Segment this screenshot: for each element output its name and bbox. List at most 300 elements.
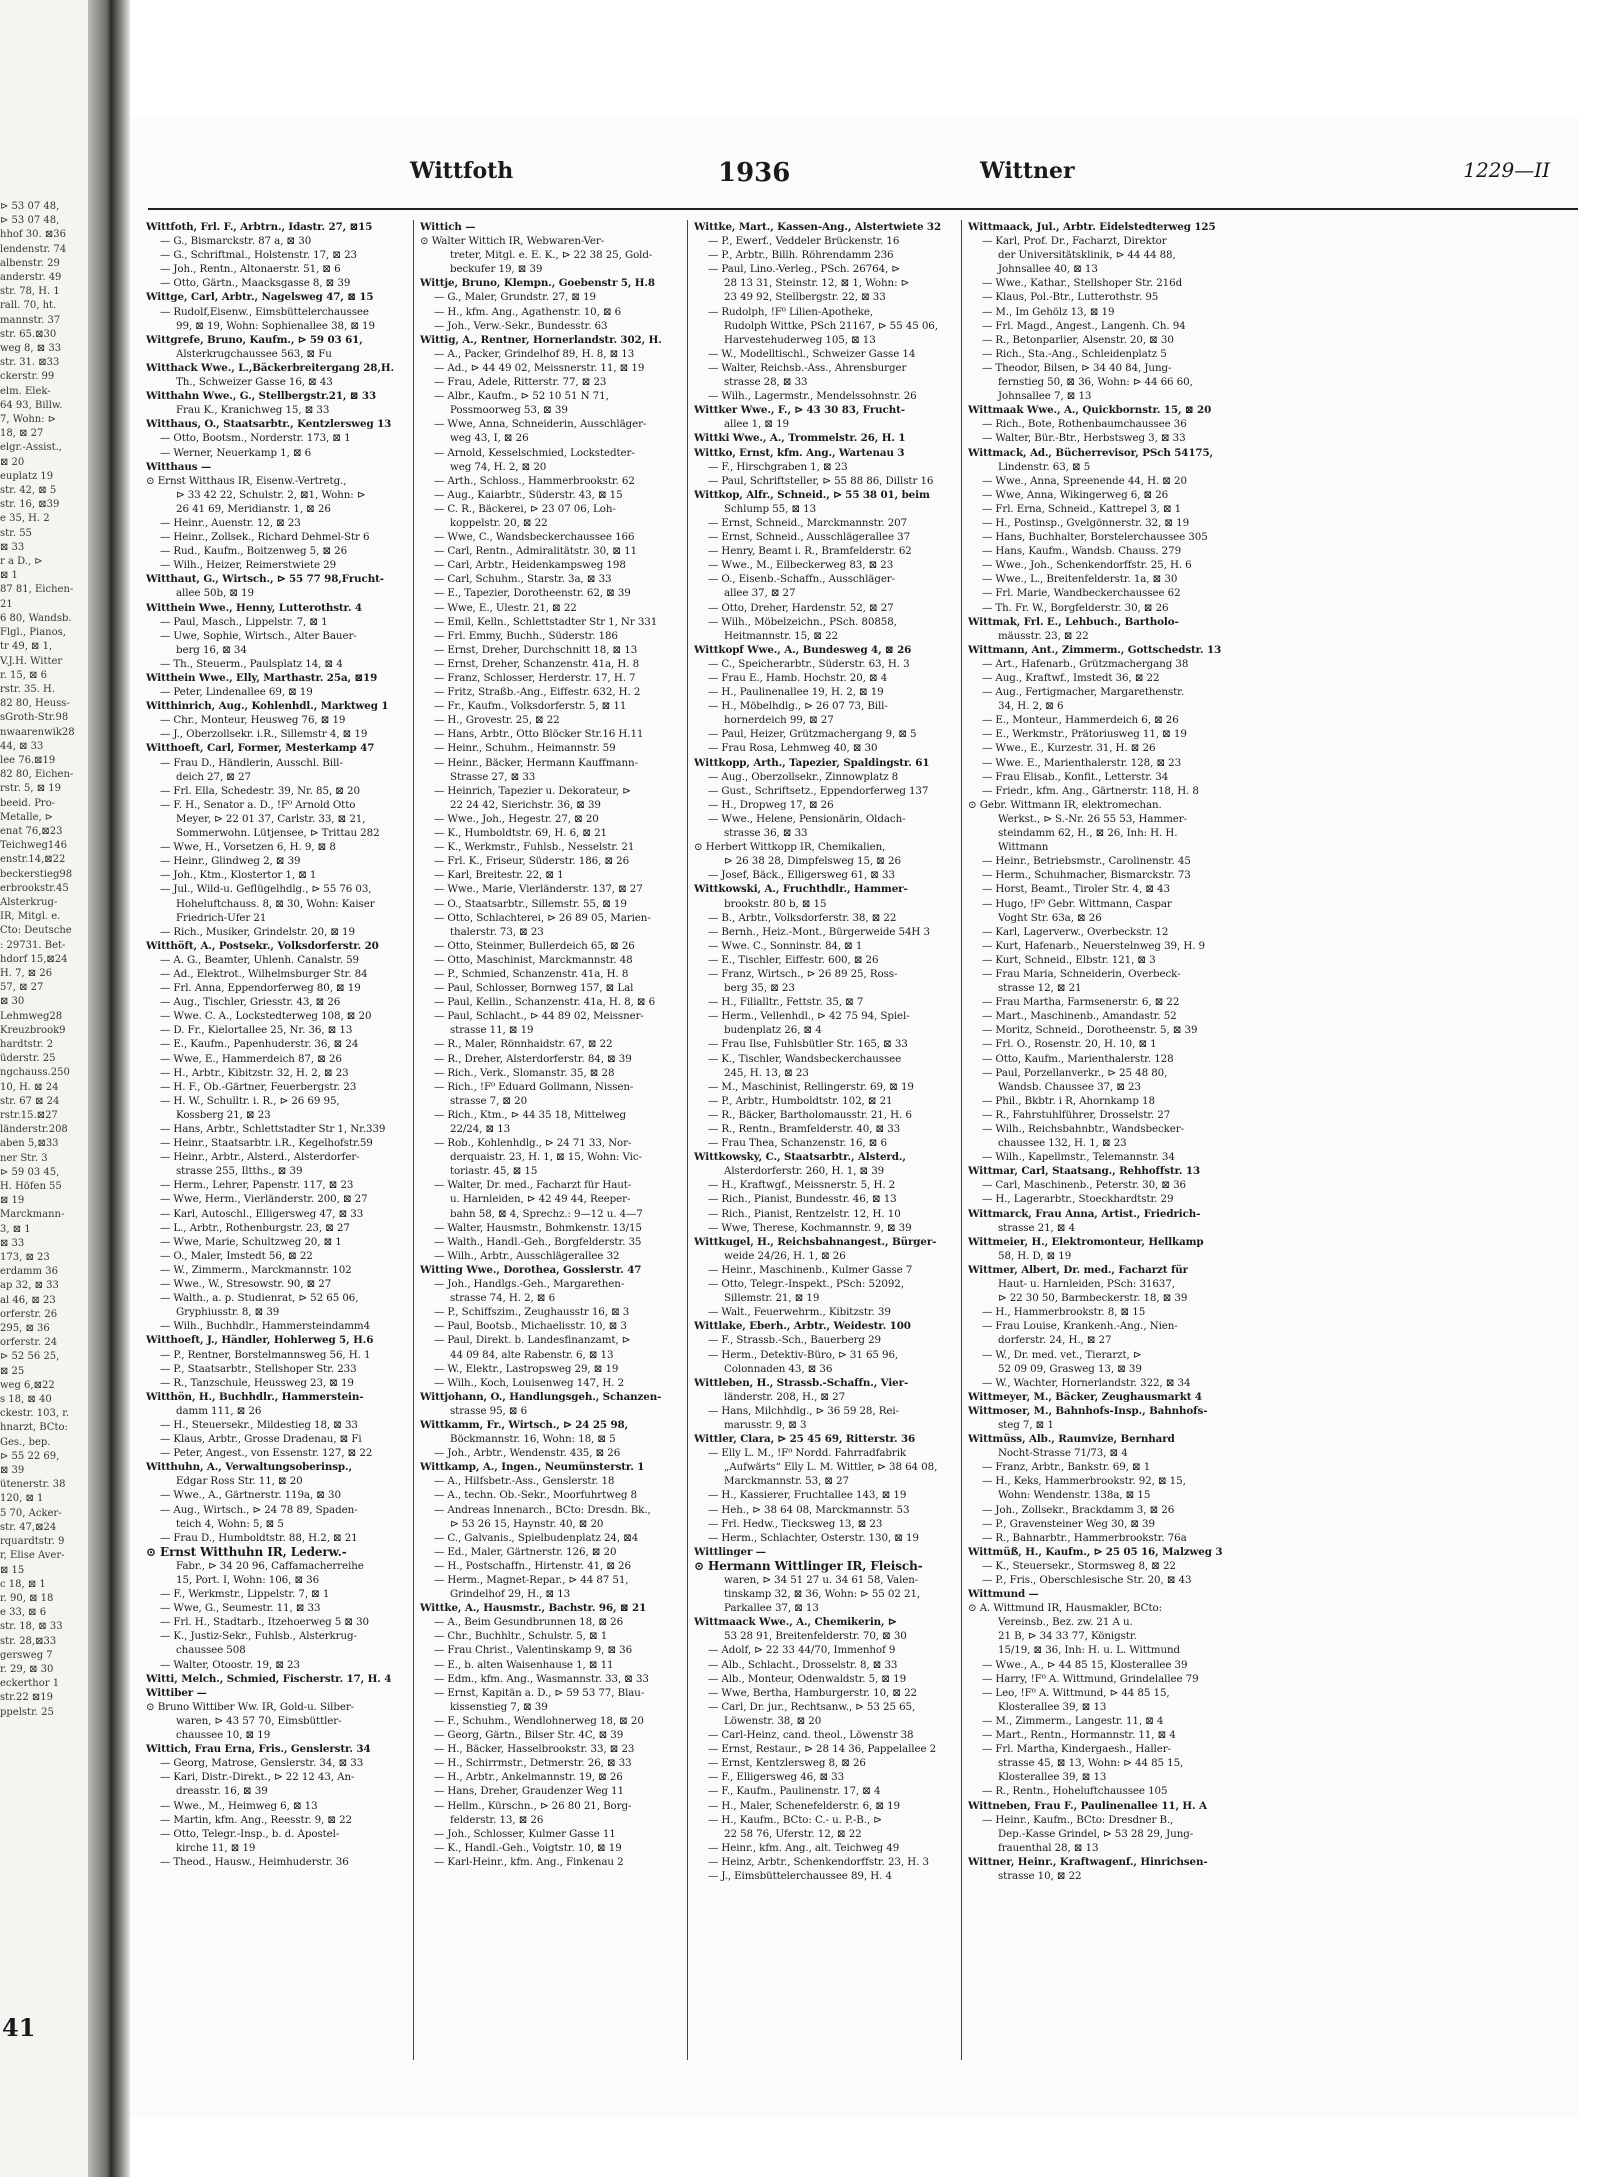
directory-entry: — Franz, Schlosser, Herderstr. 17, H. 7 — [434, 672, 636, 684]
directory-entry: — Frau Ilse, Fuhlsbütler Str. 165, ⊠ 33 — [708, 1038, 908, 1051]
book-gutter — [88, 0, 130, 2177]
directory-column-4 — [968, 220, 1232, 2060]
directory-entry: 23 49 92, Stellbergstr. 22, ⊠ 33 — [724, 291, 886, 304]
left-page-line: lee 76.⊠19 — [0, 754, 56, 766]
directory-entry: Wittke, Mart., Kassen-Ang., Alstertwiete 32 — [694, 221, 942, 233]
directory-entry: — Ernst, Kentzlersweg 8, ⊠ 26 — [708, 1757, 866, 1770]
left-page-line: r. 90, ⊠ 18 — [0, 1592, 54, 1604]
directory-entry: — Wwe, C., Wandsbeckerchaussee 166 — [434, 531, 635, 544]
directory-entry: Wittkopp, Arth., Tapezier, Spaldingstr. 61 — [694, 756, 930, 769]
directory-entry: Frau K., Kranichweg 15, ⊠ 33 — [176, 404, 330, 417]
directory-entry: — C. R., Bäckerei, ⊳ 23 07 06, Loh- — [434, 502, 616, 515]
directory-entry: — P., Arbtr., Billh. Röhrendamm 236 — [708, 249, 894, 262]
directory-entry: — Theodor, Bilsen, ⊳ 34 40 84, Jung- — [982, 361, 1172, 374]
directory-entry: — Phil., Bkbtr. i R, Ahornkamp 18 — [982, 1094, 1155, 1107]
directory-entry: — Frau Louise, Krankenh.-Ang., Nien- — [982, 1320, 1178, 1333]
directory-entry: — P., Fris., Oberschlesische Str. 20, ⊠ 43 — [982, 1574, 1192, 1586]
directory-entry: — Aug., Tischler, Griesstr. 43, ⊠ 26 — [160, 996, 341, 1009]
directory-entry: — Wwe., Joh., Hegestr. 27, ⊠ 20 — [434, 812, 599, 825]
directory-entry: — Wilh., Möbelzeichn., PSch. 80858, — [708, 615, 897, 628]
directory-entry: — L., Arbtr., Rothenburgstr. 23, ⊠ 27 — [160, 1221, 350, 1234]
directory-entry: Parkallee 37, ⊠ 13 — [724, 1602, 819, 1615]
directory-entry: — Rob., Kohlenhdlg., ⊳ 24 71 33, Nor- — [434, 1137, 632, 1150]
left-page-line: weg 6,⊠22 — [0, 1379, 55, 1391]
column-divider — [961, 220, 962, 2060]
directory-entry: — H., Schirrmstr., Detmerstr. 26, ⊠ 33 — [434, 1757, 632, 1770]
directory-entry: — Wwe., A., Gärtnerstr. 119a, ⊠ 30 — [160, 1489, 341, 1502]
directory-entry: Wittko, Ernst, kfm. Ang., Wartenau 3 — [694, 446, 905, 459]
directory-entry: — Heinr., Staatsarbtr. i.R., Kegelhofstr.59 — [160, 1137, 373, 1150]
directory-entry: — H., Kaufm., BCto: C.- u. P.-B., ⊳ — [708, 1813, 882, 1826]
directory-entry: — Martin, kfm. Ang., Reesstr. 9, ⊠ 22 — [160, 1813, 353, 1826]
left-page-line: elm. Elek- — [0, 385, 51, 397]
left-page-line: ⊠ 20 — [0, 456, 25, 468]
directory-entry: — Ad., Elektrot., Wilhelmsburger Str. 84 — [160, 967, 368, 980]
directory-entry: Löwenstr. 38, ⊠ 20 — [724, 1714, 822, 1727]
directory-entry: — Klaus, Pol.-Btr., Lutterothstr. 95 — [982, 291, 1159, 304]
directory-entry: — Walter, Dr. med., Facharzt für Haut- — [434, 1179, 632, 1192]
left-page-line: str. 16, ⊠39 — [0, 499, 60, 511]
directory-entry: fernstieg 50, ⊠ 36, Wohn: ⊳ 44 66 60, — [998, 376, 1193, 389]
directory-entry: Lindenstr. 63, ⊠ 5 — [998, 460, 1091, 473]
directory-entry: — H., Arbtr., Ankelmannstr. 19, ⊠ 26 — [434, 1771, 623, 1784]
directory-entry: — H., Grovestr. 25, ⊠ 22 — [434, 714, 560, 727]
directory-entry: Wandsb. Chaussee 37, ⊠ 23 — [998, 1080, 1141, 1093]
directory-entry: Wittmaak Wwe., A., Quickbornstr. 15, ⊠ 20 — [968, 404, 1212, 417]
directory-entry: — Friedr., kfm. Ang., Gärtnerstr. 118, H. 8 — [982, 784, 1199, 797]
directory-entry: Wittki Wwe., A., Trommelstr. 26, H. 1 — [694, 432, 906, 445]
directory-entry: — Otto, Schlachterei, ⊳ 26 89 05, Marien- — [434, 911, 651, 924]
directory-entry: Witthein Wwe., Henny, Lutterothstr. 4 — [146, 601, 362, 614]
left-page-line: r a D., ⊳ — [0, 556, 43, 568]
directory-entry: — Wwe, Herm., Vierländerstr. 200, ⊠ 27 — [160, 1193, 368, 1206]
left-page-line: ⊠ 19 — [0, 1195, 25, 1207]
directory-entry: Heitmannstr. 15, ⊠ 22 — [724, 629, 838, 642]
directory-entry: Wittner, Heinr., Kraftwagenf., Hinrichsen- — [968, 1855, 1208, 1868]
left-page-line: ppelstr. 25 — [0, 1706, 54, 1718]
directory-entry: — Frl. Magd., Angest., Langenh. Ch. 94 — [982, 319, 1186, 332]
directory-entry: Wittmarck, Frau Anna, Artist., Friedrich- — [968, 1207, 1201, 1220]
directory-entry: strasse 11, ⊠ 19 — [450, 1024, 534, 1037]
directory-entry: — H., Dropweg 17, ⊠ 26 — [708, 798, 834, 811]
directory-entry: — Hans, Dreher, Graudenzer Weg 11 — [434, 1785, 624, 1798]
directory-entry: kirche 11, ⊠ 19 — [176, 1841, 256, 1854]
directory-entry: — Franz, Wirtsch., ⊳ 26 89 25, Ross- — [708, 967, 898, 980]
left-page-line: 82 80, Heuss- — [0, 698, 70, 710]
left-page-line: 82 80, Eichen- — [0, 769, 74, 781]
directory-entry: Wittmeier, H., Elektromonteur, Hellkamp — [968, 1235, 1204, 1248]
directory-entry: — M., Im Gehölz 13, ⊠ 19 — [982, 305, 1115, 318]
left-page-line: ⊠ 25 — [0, 1365, 25, 1377]
directory-entry: Wittler, Clara, ⊳ 25 45 69, Ritterstr. 36 — [694, 1433, 916, 1446]
directory-entry: länderstr. 208, H., ⊠ 27 — [724, 1390, 846, 1403]
directory-entry: toriastr. 45, ⊠ 15 — [450, 1165, 538, 1178]
directory-entry: — Ernst, Dreher, Durchschnitt 18, ⊠ 13 — [434, 643, 638, 656]
directory-entry: — Wwe, E., Ulestr. 21, ⊠ 22 — [434, 601, 577, 614]
directory-entry: 26 41 69, Meridianstr. 1, ⊠ 26 — [176, 502, 331, 515]
directory-entry: — Carl, Maschinenb., Peterstr. 30, ⊠ 36 — [982, 1179, 1186, 1192]
directory-entry: — Ernst, Restaur., ⊳ 28 14 36, Pappelallee 2 — [708, 1743, 937, 1756]
directory-entry: weide 24/26, H. 1, ⊠ 26 — [724, 1249, 846, 1262]
directory-entry: — Otto, Gärtn., Maacksgasse 8, ⊠ 39 — [160, 277, 351, 290]
directory-entry: Witthaus — — [146, 460, 212, 473]
directory-entry: — F., Strassb.-Sch., Bauerberg 29 — [708, 1334, 881, 1347]
directory-entry: strasse 10, ⊠ 22 — [998, 1869, 1082, 1882]
directory-entry: Colonnaden 43, ⊠ 36 — [724, 1362, 833, 1375]
directory-entry: — H., Keks, Hammerbrookstr. 92, ⊠ 15, — [982, 1475, 1186, 1488]
directory-entry: deich 27, ⊠ 27 — [176, 770, 251, 783]
directory-entry: weg 43, I, ⊠ 26 — [450, 432, 529, 445]
header-first-name: Wittfoth — [410, 158, 514, 184]
directory-entry: — Ernst, Dreher, Schanzenstr. 41a, H. 8 — [434, 657, 640, 670]
directory-entry: — Paul, Schlosser, Bornweg 157, ⊠ Lal — [434, 982, 634, 995]
directory-entry: Edgar Ross Str. 11, ⊠ 20 — [176, 1475, 303, 1488]
left-page-line: ⊳ 53 07 48, — [0, 201, 60, 212]
directory-entry: — Wwe., Marie, Vierländerstr. 137, ⊠ 27 — [434, 883, 643, 896]
left-page-fragment — [0, 0, 96, 2177]
directory-entry: chaussee 508 — [176, 1644, 246, 1657]
directory-entry: Wittig, A., Rentner, Hornerlandstr. 302, H. — [420, 333, 662, 346]
directory-entry: felderstr. 13, ⊠ 26 — [450, 1813, 544, 1826]
directory-entry: — Paul, Lino.-Verleg., PSch. 26764, ⊳ — [708, 263, 900, 276]
directory-entry: Klosterallee 39, ⊠ 13 — [998, 1771, 1107, 1784]
directory-entry: Wittmeyer, M., Bäcker, Zeughausmarkt 4 — [968, 1390, 1202, 1403]
left-page-line: 7, Wohn: ⊳ — [0, 414, 57, 426]
left-page-line: 57, ⊠ 27 — [0, 982, 44, 994]
directory-entry: Wittmer, Albert, Dr. med., Facharzt für — [968, 1263, 1188, 1276]
left-page-line: 18, ⊠ 27 — [0, 428, 44, 440]
directory-entry: — Frl. Anna, Eppendorferweg 80, ⊠ 19 — [160, 982, 361, 995]
directory-entry: der Universitätsklinik, ⊳ 44 44 88, — [998, 249, 1176, 262]
left-page-line: r, Elise Aver- — [0, 1550, 65, 1562]
directory-entry: Witthuhn, A., Verwaltungsoberinsp., — [146, 1461, 352, 1474]
directory-entry: Alsterkrugchaussee 563, ⊠ Fu — [176, 347, 332, 360]
directory-entry: Wittjohann, O., Handlungsgeh., Schanzen- — [420, 1390, 662, 1403]
directory-entry: — P., Rentner, Borstelmannsweg 56, H. 1 — [160, 1348, 371, 1361]
directory-entry: Wittge, Carl, Arbtr., Nagelsweg 47, ⊠ 15 — [146, 291, 374, 304]
directory-entry: 245, H. 13, ⊠ 23 — [724, 1066, 809, 1079]
directory-entry: — Karl, Autoschl., Elligersweg 47, ⊠ 33 — [160, 1207, 364, 1220]
directory-entry: Wittleben, H., Strassb.-Schaffn., Vier- — [694, 1376, 909, 1389]
directory-entry: — A., Packer, Grindelhof 89, H. 8, ⊠ 13 — [434, 347, 635, 360]
left-page-line: nwaarenwik28 — [0, 726, 75, 738]
directory-entry: bahn 58, ⊠ 4, Sprechz.: 9—12 u. 4—7 — [450, 1207, 643, 1220]
directory-entry: — Ernst, Schneid., Ausschlägerallee 37 — [708, 531, 911, 544]
directory-entry: — Walter, Hausmstr., Bohmkenstr. 13/15 — [434, 1221, 642, 1234]
directory-entry: — Wwe., Kathar., Stellshoper Str. 216d — [982, 277, 1183, 290]
left-page-line: r. 15, ⊠ 6 — [0, 669, 48, 681]
directory-entry: — Paul, Heizer, Grützmachergang 9, ⊠ 5 — [708, 728, 917, 741]
directory-entry: mäusstr. 23, ⊠ 22 — [998, 629, 1089, 642]
directory-entry: 15/19, ⊠ 36, Inh: H. u. L. Wittmund — [998, 1644, 1181, 1657]
directory-entry: — Elly L. M., !F⁰ Nordd. Fahrradfabrik — [708, 1447, 907, 1460]
directory-entry: steindamm 62, H., ⊠ 26, Inh: H. H. — [998, 827, 1178, 840]
directory-entry: — Andreas Innenarch., BCto: Dresdn. Bk., — [434, 1503, 651, 1516]
left-page-line: 5 70, Acker- — [0, 1507, 62, 1519]
directory-entry: — H., Hammerbrookstr. 8, ⊠ 15 — [982, 1306, 1146, 1319]
directory-entry: — Frau E., Hamb. Hochstr. 20, ⊠ 4 — [708, 672, 888, 684]
directory-entry: — Hugo, !F⁰ Gebr. Wittmann, Caspar — [982, 897, 1172, 910]
header-rule — [148, 208, 1578, 210]
directory-entry: — O., Staatsarbtr., Sillemstr. 55, ⊠ 19 — [434, 897, 627, 910]
left-page-line: hdorf 15,⊠24 — [0, 953, 68, 965]
directory-entry: Böckmannstr. 16, Wohn: 18, ⊠ 5 — [450, 1433, 616, 1446]
directory-entry: — Heinr., Maschinenb., Kulmer Gasse 7 — [708, 1263, 913, 1276]
directory-entry: Wittke, A., Hausmstr., Bachstr. 96, ⊠ 21 — [420, 1602, 647, 1615]
left-page-line: hhof 30. ⊠36 — [0, 229, 66, 241]
left-page-line: rquardtstr. 9 — [0, 1536, 65, 1548]
directory-entry: — Wwe, Marie, Schultzweg 20, ⊠ 1 — [160, 1235, 342, 1248]
directory-entry: — Joh., Schlosser, Kulmer Gasse 11 — [434, 1827, 616, 1840]
directory-entry: — P., Arbtr., Humboldtstr. 102, ⊠ 21 — [708, 1094, 893, 1107]
directory-column-1 — [146, 220, 406, 2060]
directory-entry: — Wilh., Arbtr., Ausschlägerallee 32 — [434, 1249, 620, 1262]
directory-entry: Wittmar, Carl, Staatsang., Rehhoffstr. 13 — [968, 1165, 1201, 1178]
directory-entry: Harvestehuderweg 105, ⊠ 13 — [724, 333, 876, 346]
directory-entry: Hoheluftchauss. 8, ⊠ 30, Wohn: Kaiser — [176, 897, 375, 910]
directory-entry: Friedrich-Ufer 21 — [176, 911, 267, 924]
left-page-line: Kreuzbrook9 — [0, 1024, 66, 1036]
directory-entry: Wittich, Frau Erna, Fris., Genslerstr. 34 — [146, 1743, 371, 1756]
directory-entry: Wittlinger — — [694, 1545, 766, 1558]
left-page-line: rall. 70, ht. — [0, 300, 57, 312]
directory-entry: waren, ⊳ 34 51 27 u. 34 61 58, Valen- — [724, 1574, 919, 1586]
directory-entry: — Wilh., Buchhdlr., Hammersteindamm4 — [160, 1320, 371, 1333]
directory-entry: — A., Beim Gesundbrunnen 18, ⊠ 26 — [434, 1616, 624, 1629]
directory-entry: Wittkamm, Fr., Wirtsch., ⊳ 24 25 98, — [420, 1418, 629, 1431]
directory-entry: — Wwe, Anna, Wikingerweg 6, ⊠ 26 — [982, 488, 1169, 501]
directory-entry: tinskamp 32, ⊠ 36, Wohn: ⊳ 55 02 21, — [724, 1588, 921, 1601]
directory-entry: — F., Schuhm., Wendlohnerweg 18, ⊠ 20 — [434, 1714, 644, 1727]
directory-entry: — Heinr., Betriebsmstr., Carolinenstr. 45 — [982, 855, 1191, 868]
directory-entry: — Wwe., E., Kurzestr. 31, H. ⊠ 26 — [982, 742, 1156, 755]
left-page-line: tr 49, ⊠ 1, — [0, 641, 53, 653]
left-page-line: erdamm 36 — [0, 1266, 58, 1278]
left-page-line: ⊳ 52 56 25, — [0, 1351, 60, 1363]
directory-entry: — G., Maler, Grundstr. 27, ⊠ 19 — [434, 291, 596, 304]
directory-entry: Witting Wwe., Dorothea, Gosslerstr. 47 — [420, 1263, 642, 1276]
directory-entry: dorferstr. 24, H., ⊠ 27 — [998, 1334, 1112, 1347]
directory-entry: — Carl, Arbtr., Heidenkampsweg 198 — [434, 559, 626, 572]
directory-entry: — H., Lagerarbtr., Stoeckhardtstr. 29 — [982, 1193, 1174, 1206]
directory-entry: — F., Kaufm., Paulinenstr. 17, ⊠ 4 — [708, 1785, 881, 1798]
directory-entry: 22 58 76, Uferstr. 12, ⊠ 22 — [724, 1827, 862, 1840]
left-page-text-column — [0, 200, 96, 2100]
directory-entry: — Walth., a. p. Studienrat, ⊳ 52 65 06, — [160, 1292, 359, 1305]
directory-entry: — R., Betonparlier, Alsenstr. 20, ⊠ 30 — [982, 333, 1174, 346]
directory-entry: allee 37, ⊠ 27 — [724, 587, 796, 600]
directory-entry: — Uwe, Sophie, Wirtsch., Alter Bauer- — [160, 629, 357, 642]
directory-entry: — Aug., Kraftwf., Imstedt 36, ⊠ 22 — [982, 672, 1160, 684]
directory-entry: — Wwe, Anna, Schneiderin, Ausschläger- — [434, 418, 647, 431]
directory-entry: — Jul., Wild-u. Geflügelhdlg., ⊳ 55 76 03, — [160, 883, 372, 896]
directory-entry: — P., Schiffszim., Zeughausstr 16, ⊠ 3 — [434, 1306, 630, 1319]
left-page-line: ⊳ 55 22 69, — [0, 1450, 60, 1462]
directory-entry: 99, ⊠ 19, Wohn: Sophienallee 38, ⊠ 19 — [176, 319, 375, 332]
directory-entry: — Wwe., Helene, Pensionärin, Oldach- — [708, 812, 906, 825]
directory-entry: — Kurt, Schneid., Elbstr. 121, ⊠ 3 — [982, 953, 1156, 966]
directory-entry: strasse 12, ⊠ 21 — [998, 982, 1082, 995]
directory-entry: — E., Monteur., Hammerdeich 6, ⊠ 26 — [982, 714, 1179, 727]
directory-entry: strasse 95, ⊠ 6 — [450, 1404, 528, 1417]
directory-entry: — Heinr., Arbtr., Alsterd., Alsterdorfer- — [160, 1151, 360, 1164]
directory-entry: Witthoeft, J., Händler, Hohlerweg 5, H.6 — [146, 1334, 374, 1347]
left-page-line: orferstr. 26 — [0, 1308, 58, 1320]
left-page-line: c 18, ⊠ 1 — [0, 1578, 46, 1590]
directory-entry: ⊙ A. Wittmund IR, Hausmakler, BCto: — [968, 1602, 1162, 1615]
directory-entry: — Frl. K., Friseur, Süderstr. 186, ⊠ 26 — [434, 855, 630, 868]
left-page-line: Ges., bep. — [0, 1436, 51, 1448]
directory-entry: — Wwe. C. A., Lockstedterweg 108, ⊠ 20 — [160, 1010, 372, 1023]
directory-entry: — Josef, Bäck., Elligersweg 61, ⊠ 33 — [708, 869, 895, 882]
left-page-number: 41 — [2, 2013, 36, 2042]
directory-entry: Possmoorweg 53, ⊠ 39 — [450, 404, 568, 417]
left-page-line: Cto: Deutsche — [0, 925, 72, 937]
left-page-line: : 29731. Bet- — [0, 939, 66, 951]
directory-entry: Witti, Melch., Schmied, Fischerstr. 17, H. 4 — [146, 1672, 392, 1685]
directory-entry: — O., Eisenb.-Schaffn., Ausschläger- — [708, 573, 896, 586]
directory-entry: — Carl, Schuhm., Starstr. 3a, ⊠ 33 — [434, 573, 612, 586]
directory-entry: — Kurt, Hafenarb., Neuerstelnweg 39, H. 9 — [982, 939, 1205, 952]
directory-entry: — R., Fahrstuhlführer, Drosselstr. 27 — [982, 1108, 1171, 1121]
directory-entry: „Aufwärts“ Elly L. M. Wittler, ⊳ 38 64 08, — [724, 1461, 938, 1474]
directory-entry: Wittkop, Alfr., Schneid., ⊳ 55 38 01, beim — [694, 488, 930, 501]
directory-entry: — Frau D., Händlerin, Ausschl. Bill- — [160, 756, 343, 769]
directory-entry: — Frau D., Humboldtstr. 88, H.2, ⊠ 21 — [160, 1531, 358, 1544]
left-page-line: erbrookstr.45 — [0, 882, 69, 894]
directory-entry: — Herm., Vellenhdl., ⊳ 42 75 94, Spiel- — [708, 1010, 910, 1023]
directory-entry: koppelstr. 20, ⊠ 22 — [450, 516, 548, 529]
directory-entry: — F., Hirschgraben 1, ⊠ 23 — [708, 460, 848, 473]
left-page-line: enstr.14,⊠22 — [0, 854, 66, 866]
directory-entry: — F., Elligersweg 46, ⊠ 33 — [708, 1771, 845, 1784]
directory-entry: — R., Rentn., Bramfelderstr. 40, ⊠ 33 — [708, 1123, 901, 1135]
directory-entry: — Otto, Telegr.-Inspekt., PSch: 52092, — [708, 1278, 904, 1291]
directory-entry: — R., Bäcker, Bartholomausstr. 21, H. 6 — [708, 1108, 912, 1121]
directory-entry: — H., Kassierer, Fruchtallee 143, ⊠ 19 — [708, 1489, 907, 1502]
directory-entry: — Carl, Rentn., Admiralitätstr. 30, ⊠ 11 — [434, 545, 637, 558]
directory-entry: — Kari, Distr.-Direkt., ⊳ 22 12 43, An- — [160, 1771, 355, 1784]
directory-entry: — Wwe, Therese, Kochmannstr. 9, ⊠ 39 — [708, 1221, 912, 1234]
directory-column-3 — [694, 220, 954, 2060]
left-page-line: s 18, ⊠ 40 — [0, 1394, 52, 1406]
directory-entry: — R., Rentn., Hoheluftchaussee 105 — [982, 1785, 1168, 1798]
directory-entry: — J., Oberzollsekr. i.R., Sillemstr 4, ⊠ 19 — [160, 728, 368, 741]
left-page-line: gersweg 7 — [0, 1649, 53, 1661]
directory-entry: — Rud., Kaufm., Boitzenweg 5, ⊠ 26 — [160, 545, 348, 558]
left-page-line: albenstr. 29 — [0, 257, 60, 269]
directory-entry: Wittmüß, H., Kaufm., ⊳ 25 05 16, Malzweg 3 — [968, 1545, 1223, 1558]
directory-entry: Wittich — — [420, 221, 476, 233]
left-page-line: 120, ⊠ 1 — [0, 1493, 44, 1505]
directory-entry: — A., techn. Ob.-Sekr., Moorfuhrtweg 8 — [434, 1489, 637, 1502]
directory-entry: — Mart., Rentn., Hormannstr. 11, ⊠ 4 — [982, 1729, 1176, 1742]
directory-entry: Wohn: Wendenstr. 138a, ⊠ 15 — [998, 1489, 1151, 1502]
left-page-line: e 35, H. 2 — [0, 513, 50, 525]
directory-entry: Witthaut, G., Wirtsch., ⊳ 55 77 98,Frucht- — [146, 573, 384, 586]
directory-entry: — Frau Martha, Farmsenerstr. 6, ⊠ 22 — [982, 996, 1180, 1009]
left-page-line: Lehmweg28 — [0, 1010, 63, 1022]
directory-entry: — Wilh., Lagermstr., Mendelssohnstr. 26 — [708, 390, 917, 403]
directory-entry: thalerstr. 73, ⊠ 23 — [450, 925, 544, 938]
directory-entry: Haut- u. Harnleiden, PSch: 31637, — [998, 1278, 1175, 1291]
directory-entry: Wittgrefe, Bruno, Kaufm., ⊳ 59 03 61, — [146, 333, 363, 346]
directory-entry: 53 28 91, Breitenfelderstr. 70, ⊠ 30 — [724, 1630, 907, 1643]
directory-entry: strasse 21, ⊠ 4 — [998, 1221, 1076, 1234]
directory-entry: Wittiber — — [146, 1686, 207, 1699]
directory-entry: — Paul, Bootsb., Michaelisstr. 10, ⊠ 3 — [434, 1320, 627, 1333]
directory-entry: — C., Speicherarbtr., Süderstr. 63, H. 3 — [708, 657, 910, 670]
directory-entry: — P., Gravensteiner Weg 30, ⊠ 39 — [982, 1517, 1155, 1530]
directory-entry: Meyer, ⊳ 22 01 37, Carlstr. 33, ⊠ 21, — [176, 812, 366, 825]
directory-entry: Voght Str. 63a, ⊠ 26 — [998, 911, 1102, 924]
directory-entry: — Aug., Wirtsch., ⊳ 24 78 89, Spaden- — [160, 1503, 358, 1516]
left-page-line: str. 78, H. 1 — [0, 286, 60, 298]
directory-entry: Rudolph Wittke, PSch 21167, ⊳ 55 45 06, — [724, 319, 938, 332]
directory-entry: allee 50b, ⊠ 19 — [176, 587, 254, 600]
directory-entry: — H. W., Schulltr. i. R., ⊳ 26 69 95, — [160, 1094, 340, 1107]
directory-entry: — Aug., Kaiarbtr., Süderstr. 43, ⊠ 15 — [434, 488, 623, 501]
directory-entry: — H., kfm. Ang., Agathenstr. 10, ⊠ 6 — [434, 305, 622, 318]
directory-entry: waren, ⊳ 43 57 70, Eimsbüttler- — [176, 1714, 342, 1727]
directory-entry: — Frl. Martha, Kindergaesh., Haller- — [982, 1743, 1171, 1756]
directory-entry: — K., Werkmstr., Fuhlsb., Nesselstr. 21 — [434, 841, 635, 854]
directory-entry: beckufer 19, ⊠ 39 — [450, 263, 543, 276]
directory-entry: — H., Arbtr., Kibitzstr. 32, H. 2, ⊠ 23 — [160, 1066, 349, 1079]
left-page-line: str.22 ⊠19 — [0, 1692, 54, 1704]
directory-entry: Johnsallee 40, ⊠ 13 — [998, 263, 1098, 276]
directory-entry: — Wwe., W., Stresowstr. 90, ⊠ 27 — [160, 1278, 332, 1291]
directory-entry: ⊙ Ernst Witthuhn IR, Lederw.- — [146, 1544, 347, 1559]
directory-entry: — Heinr., Auenstr. 12, ⊠ 23 — [160, 516, 301, 529]
directory-entry: Witthöft, A., Postsekr., Volksdorferstr. 20 — [146, 939, 379, 952]
left-page-line: hardtstr. 2 — [0, 1038, 54, 1050]
directory-entry: ⊙ Gebr. Wittmann IR, elektromechan. — [968, 798, 1162, 811]
directory-entry: — Wwe., M., Heimweg 6, ⊠ 13 — [160, 1799, 318, 1812]
left-page-line: ⊠ 15 — [0, 1564, 25, 1576]
left-page-line: str. 18, ⊠ 33 — [0, 1621, 63, 1633]
left-page-line: ⊳ 59 03 45, — [0, 1166, 60, 1178]
directory-entry: — Joh., Arbtr., Wendenstr. 435, ⊠ 26 — [434, 1447, 621, 1460]
directory-entry: — Bernh., Heiz.-Mont., Bürgerweide 54H 3 — [708, 925, 930, 938]
directory-entry: — Werner, Neuerkamp 1, ⊠ 6 — [160, 446, 312, 459]
directory-entry: — Ernst, Kapitän a. D., ⊳ 59 53 77, Blau- — [434, 1686, 645, 1699]
directory-entry: — Herm., Detektiv-Büro, ⊳ 31 65 96, — [708, 1348, 899, 1361]
directory-entry: ⊳ 26 38 28, Dimpfelsweg 15, ⊠ 26 — [724, 855, 901, 868]
directory-entry: Gryphiusstr. 8, ⊠ 39 — [176, 1306, 280, 1319]
left-page-line: eckerthor 1 — [0, 1678, 60, 1690]
directory-entry: teich 4, Wohn: 5, ⊠ 5 — [176, 1517, 284, 1530]
directory-entry: — H., Filialltr., Fettstr. 35, ⊠ 7 — [708, 996, 864, 1009]
directory-entry: — Alb., Monteur, Odenwaldstr. 5, ⊠ 19 — [708, 1672, 907, 1685]
directory-entry: — Wwe. C., Sonninstr. 84, ⊠ 1 — [708, 939, 863, 952]
directory-entry: — Heinr., Zollsek., Richard Dehmel-Str 6 — [160, 531, 370, 544]
directory-entry: Witthahn Wwe., G., Stellbergstr.21, ⊠ 33 — [146, 390, 377, 403]
directory-entry: ⊳ 53 26 15, Haynstr. 40, ⊠ 20 — [450, 1517, 604, 1530]
directory-entry: — Hellm., Kürschn., ⊳ 26 80 21, Borg- — [434, 1799, 632, 1812]
directory-entry: — H., Maler, Schenefelderstr. 6, ⊠ 19 — [708, 1799, 901, 1812]
directory-entry: Strasse 27, ⊠ 33 — [450, 770, 536, 783]
directory-entry: ⊳ 33 42 22, Schulstr. 2, ⊠1, Wohn: ⊳ — [176, 488, 366, 501]
directory-entry: — C., Galvanis., Spielbudenplatz 24, ⊠4 — [434, 1531, 639, 1544]
directory-entry: 22/24, ⊠ 13 — [450, 1123, 511, 1135]
left-page-line: Metalle, ⊳ — [0, 811, 54, 823]
directory-entry: — B., Arbtr., Volksdorferstr. 38, ⊠ 22 — [708, 911, 897, 924]
left-page-line: str. 28,⊠33 — [0, 1635, 57, 1647]
directory-entry: Wittmann — [998, 841, 1049, 854]
directory-entry: strasse 7, ⊠ 20 — [450, 1094, 528, 1107]
left-page-line: H. Höfen 55 — [0, 1181, 62, 1193]
